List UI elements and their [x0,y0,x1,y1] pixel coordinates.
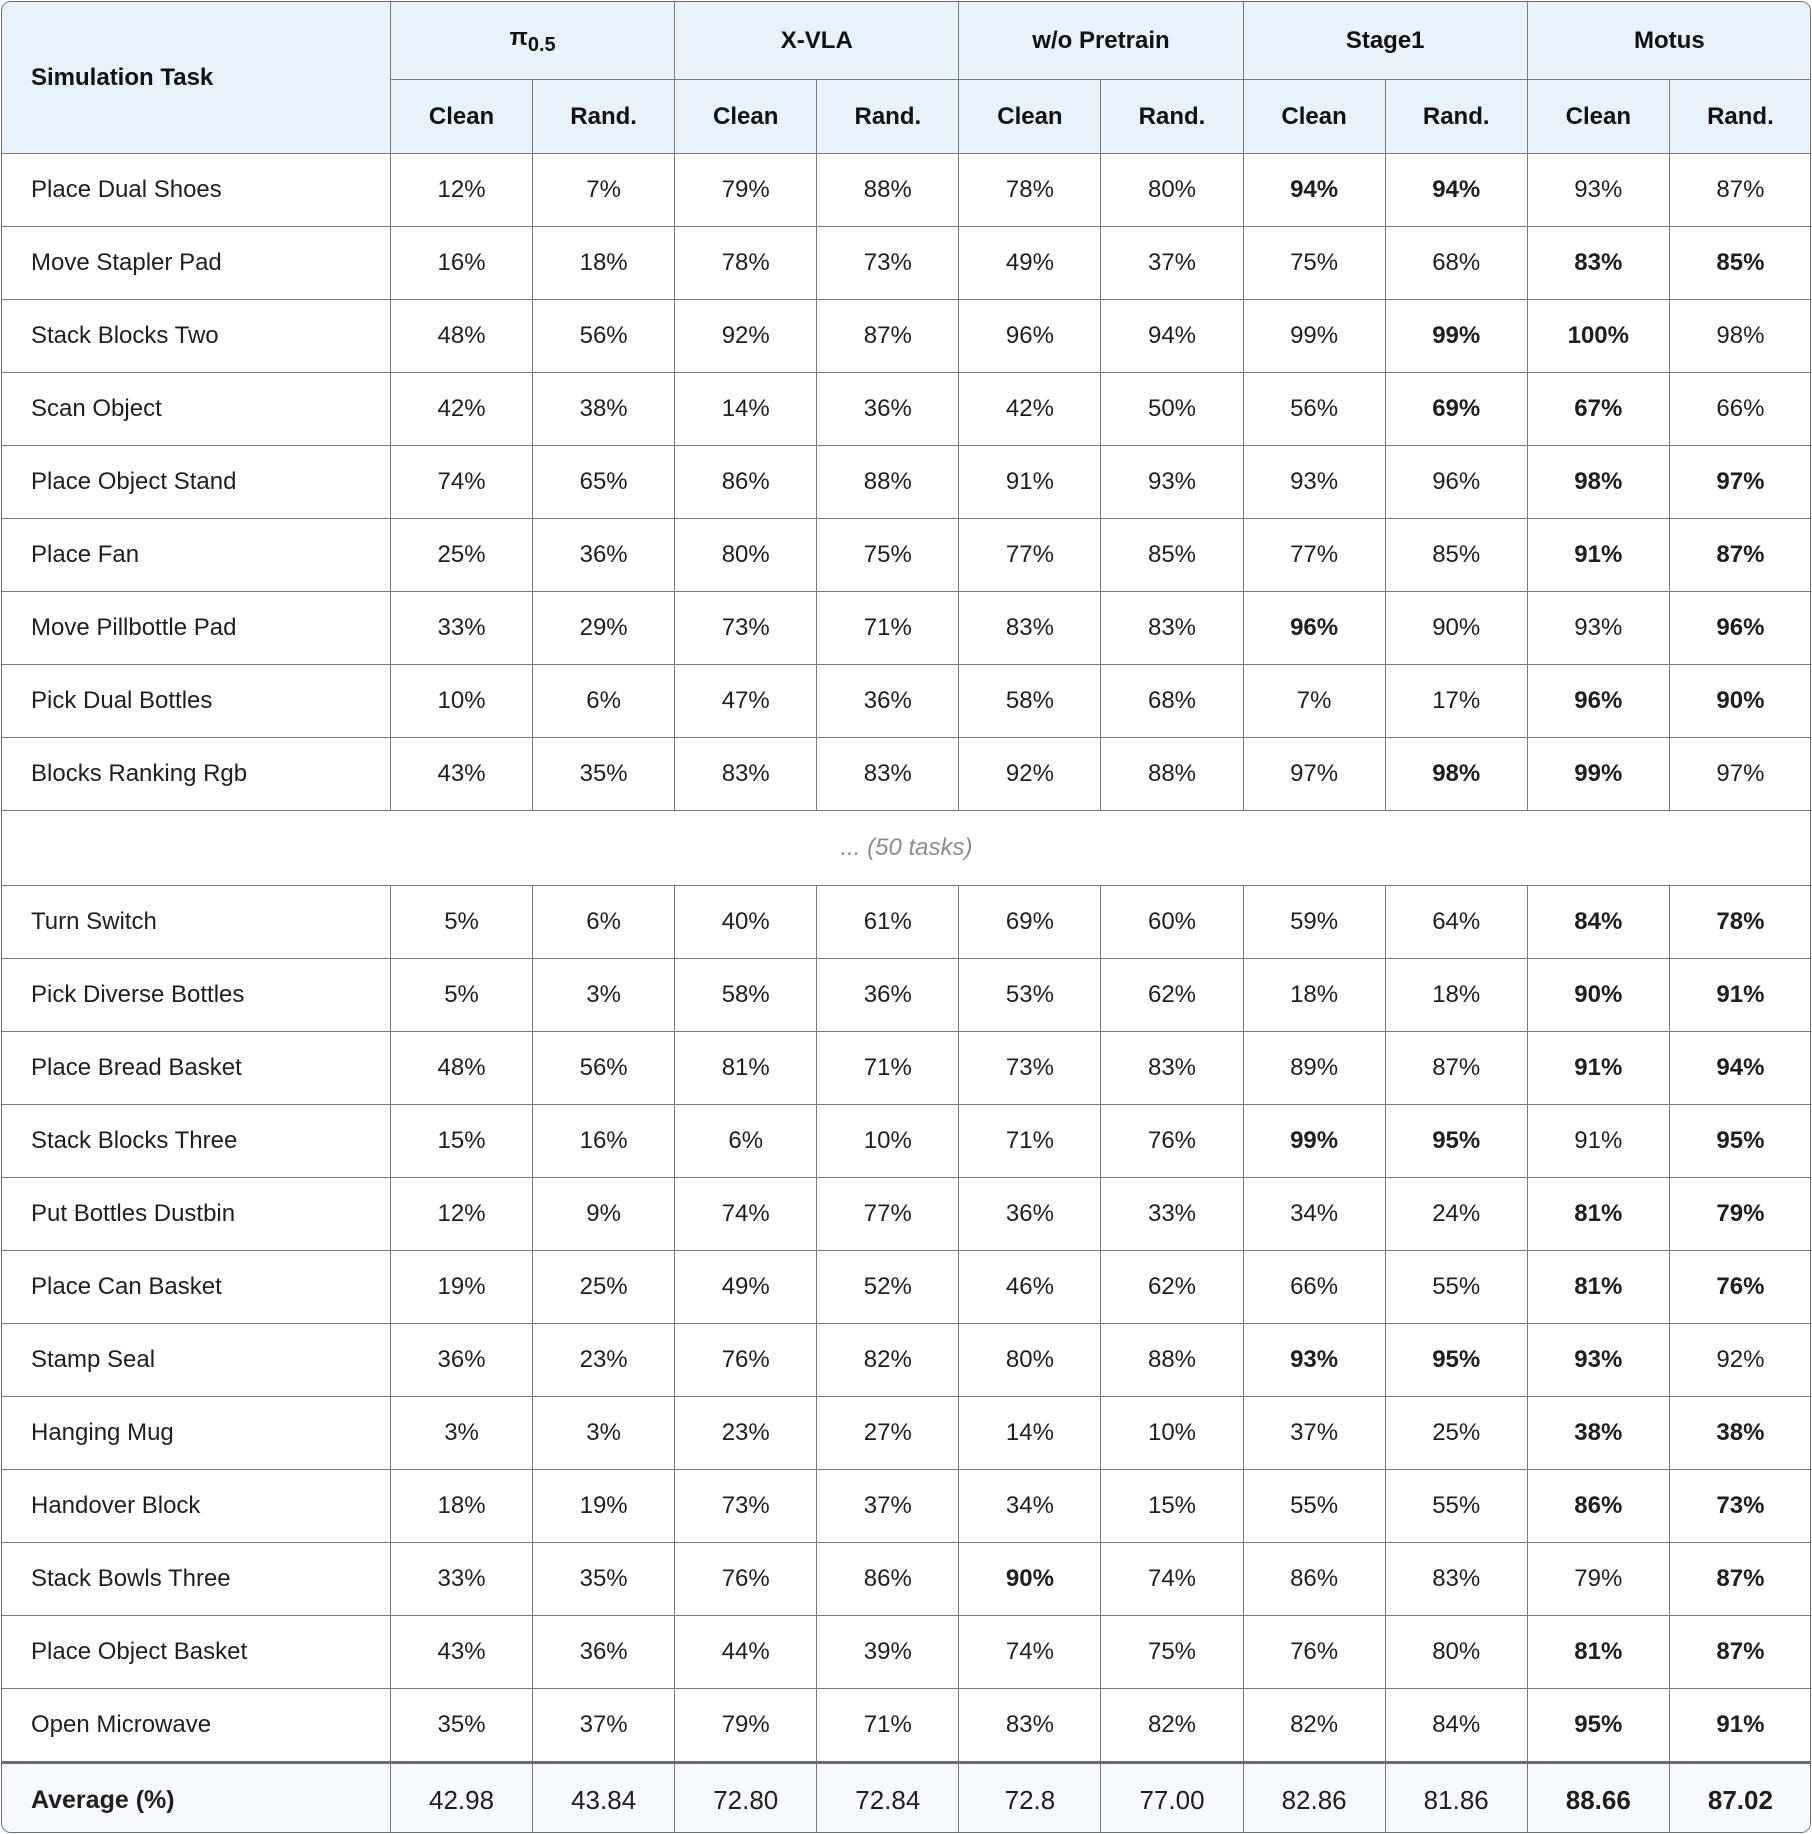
value-cell: 96% [959,300,1101,373]
sub-header-clean: Clean [391,80,533,154]
value-cell: 80% [675,519,817,592]
value-cell: 14% [959,1397,1101,1470]
results-table [1,1,1811,1833]
value-cell: 76% [1101,1105,1243,1178]
value-cell: 27% [817,1397,959,1470]
value-cell: 58% [675,959,817,1032]
value-cell: 38% [1669,1397,1811,1470]
table-row [2,592,1812,665]
table-row [2,1616,1812,1689]
value-cell: 76% [1243,1616,1385,1689]
value-cell: 62% [1101,1251,1243,1324]
value-cell: 43% [391,1616,533,1689]
value-cell: 80% [959,1324,1101,1397]
task-name-cell: Average (%) [2,1763,391,1834]
value-cell: 75% [817,519,959,592]
value-cell: 60% [1101,886,1243,959]
value-cell: 88% [817,446,959,519]
table-row [2,738,1812,811]
value-cell: 36% [959,1178,1101,1251]
value-cell: 91% [1527,1032,1669,1105]
value-cell: 95% [1669,1105,1811,1178]
task-name-cell: Stamp Seal [2,1324,391,1397]
value-cell: 10% [817,1105,959,1178]
value-cell: 66% [1669,373,1811,446]
value-cell: 15% [1101,1470,1243,1543]
table-row [2,665,1812,738]
value-cell: 49% [675,1251,817,1324]
value-cell: 75% [1101,1616,1243,1689]
value-cell: 49% [959,227,1101,300]
task-name-cell: Place Can Basket [2,1251,391,1324]
value-cell: 83% [817,738,959,811]
value-cell: 79% [675,154,817,227]
value-cell: 80% [1101,154,1243,227]
value-cell: 55% [1243,1470,1385,1543]
value-cell: 73% [675,1470,817,1543]
value-cell: 9% [533,1178,675,1251]
value-cell: 94% [1669,1032,1811,1105]
task-name-cell: Place Object Basket [2,1616,391,1689]
table-row [2,959,1812,1032]
value-cell: 48% [391,1032,533,1105]
value-cell: 83% [959,592,1101,665]
value-cell: 91% [1669,959,1811,1032]
ellipsis-row [2,811,1812,886]
value-cell: 93% [1527,154,1669,227]
value-cell: 55% [1385,1470,1527,1543]
value-cell: 69% [1385,373,1527,446]
value-cell: 79% [1669,1178,1811,1251]
value-cell: 86% [675,446,817,519]
value-cell: 93% [1527,1324,1669,1397]
value-cell: 50% [1101,373,1243,446]
value-cell: 90% [1669,665,1811,738]
value-cell: 74% [959,1616,1101,1689]
value-cell: 38% [533,373,675,446]
average-row [2,1763,1812,1834]
value-cell: 68% [1101,665,1243,738]
table-row [2,1251,1812,1324]
value-cell: 87% [1669,519,1811,592]
value-cell: 16% [391,227,533,300]
value-cell: 84% [1385,1689,1527,1763]
task-name-cell: Place Dual Shoes [2,154,391,227]
value-cell: 99% [1527,738,1669,811]
table-row [2,1032,1812,1105]
value-cell: 3% [533,959,675,1032]
value-cell: 87% [1669,1616,1811,1689]
value-cell: 91% [1527,1105,1669,1178]
value-cell: 12% [391,1178,533,1251]
value-cell: 85% [1669,227,1811,300]
value-cell: 33% [391,1543,533,1616]
value-cell: 35% [391,1689,533,1763]
task-name-cell: Place Bread Basket [2,1032,391,1105]
value-cell: 82% [1243,1689,1385,1763]
value-cell: 69% [959,886,1101,959]
value-cell: 87% [1385,1032,1527,1105]
table-row [2,1543,1812,1616]
value-cell: 25% [391,519,533,592]
value-cell: 77.00 [1101,1763,1243,1834]
value-cell: 83% [1385,1543,1527,1616]
value-cell: 34% [1243,1178,1385,1251]
value-cell: 85% [1101,519,1243,592]
value-cell: 14% [675,373,817,446]
task-name-cell: Move Stapler Pad [2,227,391,300]
task-name-cell: Pick Dual Bottles [2,665,391,738]
value-cell: 87% [1669,154,1811,227]
value-cell: 95% [1385,1105,1527,1178]
value-cell: 68% [1385,227,1527,300]
value-cell: 88% [817,154,959,227]
value-cell: 43.84 [533,1763,675,1834]
value-cell: 96% [1385,446,1527,519]
table-row [2,154,1812,227]
value-cell: 64% [1385,886,1527,959]
value-cell: 71% [959,1105,1101,1178]
value-cell: 96% [1243,592,1385,665]
task-name-cell: Place Object Stand [2,446,391,519]
value-cell: 78% [675,227,817,300]
value-cell: 36% [533,519,675,592]
sub-header-rand: Rand. [533,80,675,154]
value-cell: 72.84 [817,1763,959,1834]
results-table-container [1,1,1811,1833]
value-cell: 16% [533,1105,675,1178]
value-cell: 74% [391,446,533,519]
value-cell: 78% [959,154,1101,227]
value-cell: 52% [817,1251,959,1324]
value-cell: 73% [959,1032,1101,1105]
value-cell: 99% [1385,300,1527,373]
value-cell: 35% [533,738,675,811]
value-cell: 98% [1385,738,1527,811]
value-cell: 38% [1527,1397,1669,1470]
value-cell: 3% [391,1397,533,1470]
task-name-cell: Scan Object [2,373,391,446]
group-header-xvla: X-VLA [675,2,959,80]
table-row [2,1105,1812,1178]
value-cell: 87% [817,300,959,373]
table-row [2,373,1812,446]
value-cell: 18% [533,227,675,300]
task-name-cell: Open Microwave [2,1689,391,1763]
value-cell: 88% [1101,1324,1243,1397]
value-cell: 25% [533,1251,675,1324]
table-row [2,1470,1812,1543]
value-cell: 7% [533,154,675,227]
value-cell: 19% [533,1470,675,1543]
task-name-cell: Stack Blocks Three [2,1105,391,1178]
value-cell: 97% [1243,738,1385,811]
value-cell: 76% [675,1543,817,1616]
value-cell: 94% [1101,300,1243,373]
value-cell: 71% [817,1689,959,1763]
value-cell: 83% [675,738,817,811]
value-cell: 79% [1527,1543,1669,1616]
value-cell: 56% [1243,373,1385,446]
sub-header-rand: Rand. [1385,80,1527,154]
value-cell: 96% [1669,592,1811,665]
sub-header-clean: Clean [959,80,1101,154]
value-cell: 87.02 [1669,1763,1811,1834]
value-cell: 59% [1243,886,1385,959]
task-name-cell: Stack Blocks Two [2,300,391,373]
value-cell: 76% [675,1324,817,1397]
value-cell: 10% [1101,1397,1243,1470]
value-cell: 44% [675,1616,817,1689]
task-name-cell: Hanging Mug [2,1397,391,1470]
value-cell: 56% [533,300,675,373]
value-cell: 73% [1669,1470,1811,1543]
value-cell: 55% [1385,1251,1527,1324]
value-cell: 86% [1527,1470,1669,1543]
value-cell: 42.98 [391,1763,533,1834]
value-cell: 6% [533,886,675,959]
value-cell: 97% [1669,446,1811,519]
group-header-row [2,2,1812,80]
group-header-motus: Motus [1527,2,1811,80]
value-cell: 86% [1243,1543,1385,1616]
value-cell: 37% [533,1689,675,1763]
value-cell: 98% [1669,300,1811,373]
group-header-stage1: Stage1 [1243,2,1527,80]
value-cell: 92% [675,300,817,373]
value-cell: 5% [391,886,533,959]
value-cell: 53% [959,959,1101,1032]
value-cell: 72.80 [675,1763,817,1834]
value-cell: 25% [1385,1397,1527,1470]
value-cell: 36% [391,1324,533,1397]
sub-header-clean: Clean [675,80,817,154]
value-cell: 78% [1669,886,1811,959]
value-cell: 82.86 [1243,1763,1385,1834]
value-cell: 90% [1527,959,1669,1032]
value-cell: 7% [1243,665,1385,738]
sub-header-clean: Clean [1243,80,1385,154]
value-cell: 65% [533,446,675,519]
value-cell: 95% [1385,1324,1527,1397]
value-cell: 86% [817,1543,959,1616]
value-cell: 93% [1527,592,1669,665]
value-cell: 92% [959,738,1101,811]
value-cell: 10% [391,665,533,738]
value-cell: 29% [533,592,675,665]
value-cell: 99% [1243,1105,1385,1178]
value-cell: 47% [675,665,817,738]
value-cell: 37% [817,1470,959,1543]
group-header-pi05 [391,2,675,80]
value-cell: 82% [1101,1689,1243,1763]
value-cell: 90% [1385,592,1527,665]
table-row [2,1397,1812,1470]
value-cell: 81.86 [1385,1763,1527,1834]
table-row [2,1689,1812,1763]
value-cell: 48% [391,300,533,373]
value-cell: 98% [1527,446,1669,519]
value-cell: 17% [1385,665,1527,738]
value-cell: 67% [1527,373,1669,446]
value-cell: 18% [1385,959,1527,1032]
value-cell: 36% [533,1616,675,1689]
value-cell: 33% [1101,1178,1243,1251]
value-cell: 89% [1243,1032,1385,1105]
value-cell: 62% [1101,959,1243,1032]
value-cell: 37% [1101,227,1243,300]
value-cell: 81% [675,1032,817,1105]
value-cell: 83% [1527,227,1669,300]
value-cell: 90% [959,1543,1101,1616]
value-cell: 92% [1669,1324,1811,1397]
value-cell: 81% [1527,1251,1669,1324]
value-cell: 81% [1527,1178,1669,1251]
task-column-header: Simulation Task [2,2,391,154]
ellipsis-cell: ... (50 tasks) [2,811,1812,886]
value-cell: 74% [1101,1543,1243,1616]
value-cell: 73% [675,592,817,665]
value-cell: 18% [391,1470,533,1543]
table-row [2,886,1812,959]
task-name-cell: Stack Bowls Three [2,1543,391,1616]
value-cell: 6% [675,1105,817,1178]
task-name-cell: Handover Block [2,1470,391,1543]
value-cell: 94% [1243,154,1385,227]
value-cell: 88% [1101,738,1243,811]
value-cell: 75% [1243,227,1385,300]
value-cell: 76% [1669,1251,1811,1324]
value-cell: 88.66 [1527,1763,1669,1834]
task-name-cell: Turn Switch [2,886,391,959]
table-row [2,300,1812,373]
value-cell: 39% [817,1616,959,1689]
group-header-pi-subscript: 0.5 [527,34,556,56]
sub-header-rand: Rand. [1669,80,1811,154]
value-cell: 37% [1243,1397,1385,1470]
value-cell: 18% [1243,959,1385,1032]
value-cell: 36% [817,665,959,738]
value-cell: 23% [533,1324,675,1397]
value-cell: 23% [675,1397,817,1470]
value-cell: 74% [675,1178,817,1251]
table-row [2,1324,1812,1397]
table-row [2,519,1812,592]
table-row [2,446,1812,519]
value-cell: 3% [533,1397,675,1470]
value-cell: 99% [1243,300,1385,373]
value-cell: 93% [1243,1324,1385,1397]
value-cell: 19% [391,1251,533,1324]
task-name-cell: Put Bottles Dustbin [2,1178,391,1251]
sub-header-clean: Clean [1527,80,1669,154]
value-cell: 61% [817,886,959,959]
value-cell: 12% [391,154,533,227]
value-cell: 77% [817,1178,959,1251]
value-cell: 84% [1527,886,1669,959]
sub-header-rand: Rand. [817,80,959,154]
value-cell: 72.8 [959,1763,1101,1834]
value-cell: 34% [959,1470,1101,1543]
value-cell: 97% [1669,738,1811,811]
value-cell: 96% [1527,665,1669,738]
value-cell: 36% [817,373,959,446]
value-cell: 95% [1527,1689,1669,1763]
value-cell: 91% [1669,1689,1811,1763]
value-cell: 83% [1101,1032,1243,1105]
value-cell: 15% [391,1105,533,1178]
value-cell: 80% [1385,1616,1527,1689]
value-cell: 35% [533,1543,675,1616]
value-cell: 91% [959,446,1101,519]
value-cell: 42% [959,373,1101,446]
group-header-wo-pretrain: w/o Pretrain [959,2,1243,80]
group-header-pi-symbol: π [509,24,528,51]
value-cell: 77% [1243,519,1385,592]
value-cell: 91% [1527,519,1669,592]
value-cell: 6% [533,665,675,738]
value-cell: 66% [1243,1251,1385,1324]
value-cell: 87% [1669,1543,1811,1616]
value-cell: 83% [959,1689,1101,1763]
value-cell: 85% [1385,519,1527,592]
value-cell: 83% [1101,592,1243,665]
task-name-cell: Pick Diverse Bottles [2,959,391,1032]
value-cell: 71% [817,592,959,665]
value-cell: 79% [675,1689,817,1763]
sub-header-rand: Rand. [1101,80,1243,154]
task-name-cell: Move Pillbottle Pad [2,592,391,665]
value-cell: 93% [1101,446,1243,519]
value-cell: 42% [391,373,533,446]
value-cell: 77% [959,519,1101,592]
value-cell: 36% [817,959,959,1032]
value-cell: 43% [391,738,533,811]
value-cell: 82% [817,1324,959,1397]
value-cell: 58% [959,665,1101,738]
task-name-cell: Place Fan [2,519,391,592]
value-cell: 24% [1385,1178,1527,1251]
value-cell: 5% [391,959,533,1032]
table-body [2,154,1812,1834]
task-name-cell: Blocks Ranking Rgb [2,738,391,811]
value-cell: 71% [817,1032,959,1105]
table-row [2,227,1812,300]
value-cell: 56% [533,1032,675,1105]
value-cell: 40% [675,886,817,959]
table-row [2,1178,1812,1251]
value-cell: 93% [1243,446,1385,519]
value-cell: 81% [1527,1616,1669,1689]
value-cell: 46% [959,1251,1101,1324]
value-cell: 33% [391,592,533,665]
value-cell: 73% [817,227,959,300]
value-cell: 94% [1385,154,1527,227]
value-cell: 100% [1527,300,1669,373]
